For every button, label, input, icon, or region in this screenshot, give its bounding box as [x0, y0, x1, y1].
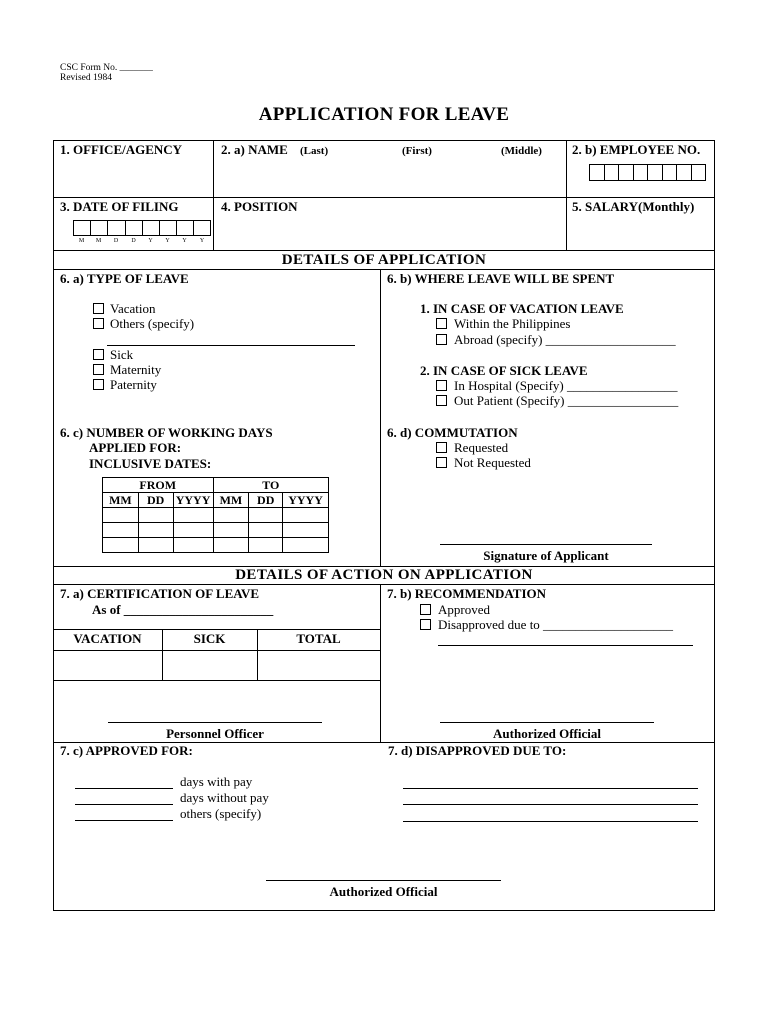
- date-letter: Y: [148, 238, 153, 244]
- disapproved-reason-line[interactable]: [438, 645, 693, 646]
- column-header: MM: [213, 493, 249, 508]
- date-letter: Y: [165, 238, 170, 244]
- date-letter: D: [131, 238, 136, 244]
- date-cell[interactable]: [138, 538, 173, 553]
- approved-label: Approved: [438, 602, 490, 617]
- date-of-filing-label: 3. DATE OF FILING: [60, 199, 179, 214]
- name-first-label: (First): [402, 145, 432, 157]
- date-cell[interactable]: [283, 523, 329, 538]
- authorized-official-signature-line[interactable]: [440, 722, 654, 723]
- name-last-label: (Last): [300, 145, 329, 157]
- vacation-option-label: Vacation: [110, 301, 156, 316]
- date-cell[interactable]: [138, 523, 173, 538]
- date-letter: D: [113, 238, 119, 244]
- sick-checkbox[interactable]: [93, 349, 104, 360]
- disapproval-reason-line[interactable]: [403, 821, 698, 822]
- days-with-pay-line[interactable]: [75, 788, 173, 789]
- date-cell[interactable]: [173, 523, 213, 538]
- commutation-label: 6. d) COMMUTATION: [387, 425, 518, 440]
- date-cell[interactable]: [103, 508, 139, 523]
- column-header: YYYY: [283, 493, 329, 508]
- table-row: [103, 508, 329, 523]
- out-patient-checkbox[interactable]: [436, 395, 447, 406]
- date-cell[interactable]: [249, 523, 283, 538]
- applicant-signature-line[interactable]: [440, 544, 652, 545]
- date-cell[interactable]: [213, 508, 249, 523]
- page-title: APPLICATION FOR LEAVE: [258, 104, 510, 125]
- date-cell[interactable]: [249, 538, 283, 553]
- to-header: TO: [213, 478, 328, 493]
- approved-checkbox[interactable]: [420, 604, 431, 615]
- requested-label: Requested: [454, 440, 509, 455]
- disapproved-label: Disapproved due to ____________________: [438, 617, 674, 632]
- out-patient-label: Out Patient (Specify) _________________: [454, 393, 679, 408]
- disapproval-reason-line[interactable]: [403, 788, 698, 789]
- column-header: MM: [103, 493, 139, 508]
- name-label: 2. a) NAME: [221, 142, 288, 157]
- details-of-application-heading: DETAILS OF APPLICATION: [281, 252, 487, 268]
- name-middle-label: (Middle): [501, 145, 542, 157]
- from-header: FROM: [103, 478, 214, 493]
- total-balance-cell[interactable]: [258, 651, 379, 679]
- sick-option-label: Sick: [110, 347, 134, 362]
- others-specify-line[interactable]: [107, 345, 355, 346]
- disapproved-due-to-label: 7. d) DISAPPROVED DUE TO:: [388, 743, 567, 758]
- others-checkbox[interactable]: [93, 318, 104, 329]
- others-specify-days-line[interactable]: [75, 820, 173, 821]
- days-with-pay-label: days with pay: [180, 774, 253, 789]
- table-row: [103, 538, 329, 553]
- working-days-label: 6. c) NUMBER OF WORKING DAYS: [60, 425, 273, 440]
- date-cell[interactable]: [213, 523, 249, 538]
- date-letter: M: [78, 238, 85, 244]
- where-leave-spent-label: 6. b) WHERE LEAVE WILL BE SPENT: [387, 271, 615, 286]
- salary-label: 5. SALARY(Monthly): [572, 199, 695, 214]
- date-cell[interactable]: [283, 538, 329, 553]
- others-option-label: Others (specify): [110, 316, 195, 331]
- date-cell[interactable]: [213, 538, 249, 553]
- authorized-official-label: Authorized Official: [493, 726, 601, 741]
- within-philippines-checkbox[interactable]: [436, 318, 447, 329]
- days-without-pay-line[interactable]: [75, 804, 173, 805]
- abroad-label: Abroad (specify) ____________________: [454, 332, 676, 347]
- final-authorized-official-signature-line[interactable]: [266, 880, 501, 881]
- date-cell[interactable]: [283, 508, 329, 523]
- date-letter: M: [95, 238, 102, 244]
- as-of-label: As of _______________________: [92, 602, 274, 617]
- sick-balance-cell[interactable]: [163, 651, 256, 679]
- abroad-checkbox[interactable]: [436, 334, 447, 345]
- not-requested-checkbox[interactable]: [436, 457, 447, 468]
- type-of-leave-label: 6. a) TYPE OF LEAVE: [60, 271, 189, 286]
- position-label: 4. POSITION: [221, 199, 298, 214]
- disapproved-checkbox[interactable]: [420, 619, 431, 630]
- column-header: DD: [138, 493, 173, 508]
- within-philippines-label: Within the Philippines: [454, 316, 571, 331]
- in-hospital-label: In Hospital (Specify) _________________: [454, 378, 678, 393]
- column-header: YYYY: [173, 493, 213, 508]
- column-header: DD: [249, 493, 283, 508]
- recommendation-label: 7. b) RECOMMENDATION: [387, 586, 547, 601]
- date-cell[interactable]: [138, 508, 173, 523]
- vacation-column-header: VACATION: [73, 631, 142, 646]
- table-row: [103, 523, 329, 538]
- paternity-option-label: Paternity: [110, 377, 157, 392]
- applied-for-label: APPLIED FOR:: [89, 440, 182, 455]
- signature-of-applicant-label: Signature of Applicant: [483, 548, 609, 563]
- certification-of-leave-label: 7. a) CERTIFICATION OF LEAVE: [60, 586, 260, 601]
- not-requested-label: Not Requested: [454, 455, 531, 470]
- in-hospital-checkbox[interactable]: [436, 380, 447, 391]
- approved-for-label: 7. c) APPROVED FOR:: [60, 743, 193, 758]
- vacation-checkbox[interactable]: [93, 303, 104, 314]
- vacation-balance-cell[interactable]: [54, 651, 161, 679]
- employee-no-label: 2. b) EMPLOYEE NO.: [572, 142, 701, 157]
- date-cell[interactable]: [249, 508, 283, 523]
- details-of-action-heading: DETAILS OF ACTION ON APPLICATION: [235, 567, 533, 583]
- maternity-option-label: Maternity: [110, 362, 162, 377]
- disapproval-reason-line[interactable]: [403, 804, 698, 805]
- personnel-officer-label: Personnel Officer: [166, 726, 264, 741]
- inclusive-dates-table: [102, 477, 329, 553]
- requested-checkbox[interactable]: [436, 442, 447, 453]
- final-authorized-official-label: Authorized Official: [329, 884, 438, 899]
- date-letter: Y: [199, 238, 205, 244]
- date-letter: Y: [182, 238, 187, 244]
- maternity-checkbox[interactable]: [93, 364, 104, 375]
- days-without-pay-label: days without pay: [180, 790, 269, 805]
- others-specify-days-label: others (specify): [180, 806, 262, 821]
- personnel-officer-signature-line[interactable]: [108, 722, 322, 723]
- date-cell[interactable]: [103, 523, 139, 538]
- sick-leave-case-heading: 2. IN CASE OF SICK LEAVE: [420, 363, 588, 378]
- vacation-leave-case-heading: 1. IN CASE OF VACATION LEAVE: [420, 301, 624, 316]
- date-cell[interactable]: [173, 508, 213, 523]
- date-cell[interactable]: [173, 538, 213, 553]
- paternity-checkbox[interactable]: [93, 379, 104, 390]
- sick-column-header: SICK: [193, 631, 226, 646]
- office-agency-label: 1. OFFICE/AGENCY: [60, 142, 183, 157]
- date-cell[interactable]: [103, 538, 139, 553]
- inclusive-dates-label: INCLUSIVE DATES:: [89, 456, 212, 471]
- revision-date: Revised 1984: [60, 73, 112, 83]
- form-number: CSC Form No. _______: [60, 63, 153, 73]
- total-column-header: TOTAL: [296, 631, 341, 646]
